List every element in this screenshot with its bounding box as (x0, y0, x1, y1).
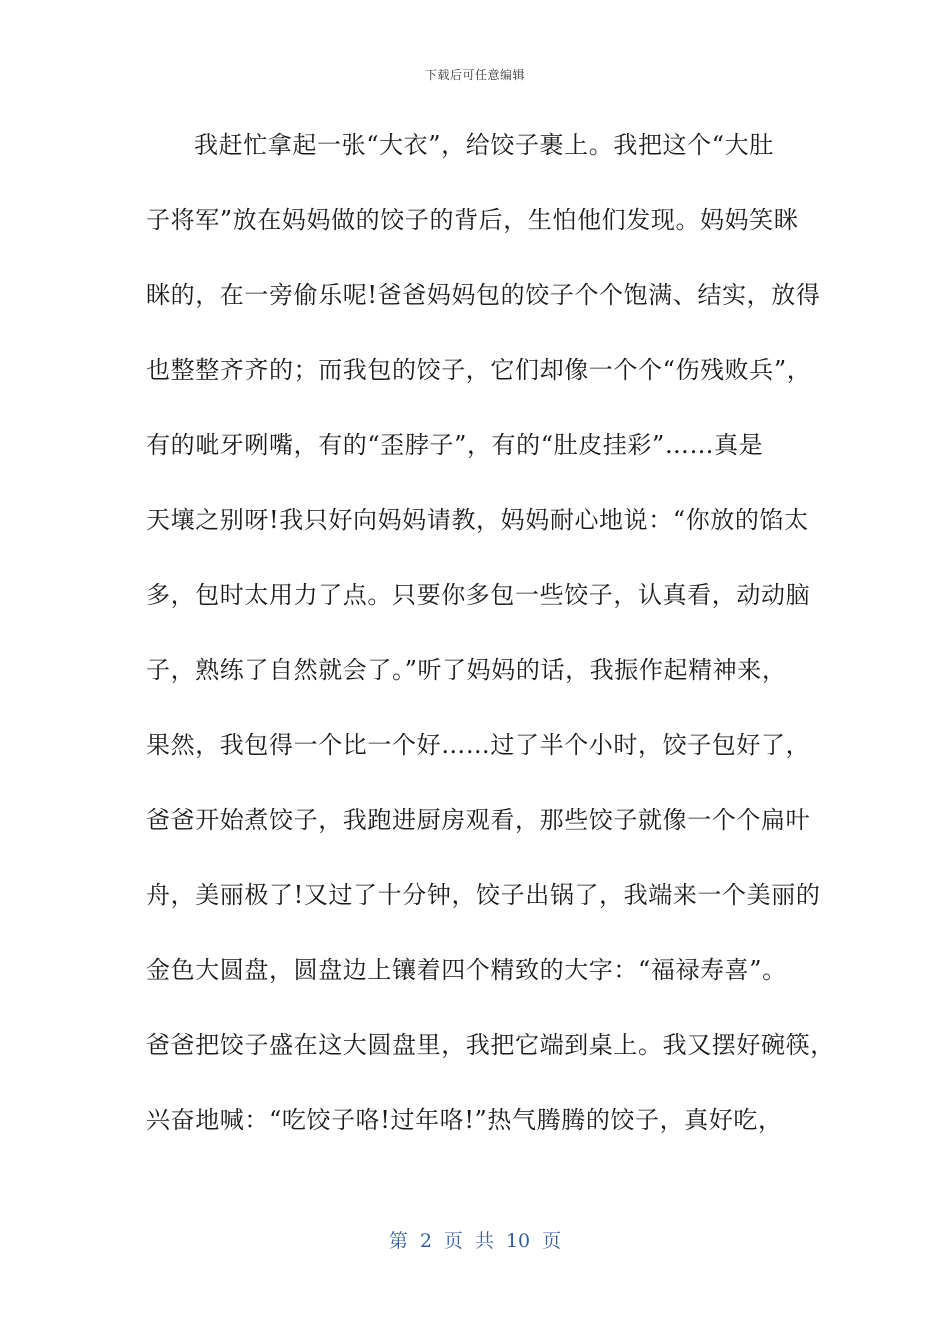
paragraph-line: 子将军”放在妈妈做的饺子的背后，生怕他们发现。妈妈笑眯 (146, 206, 799, 234)
paragraph-line: 也整整齐齐的；而我包的饺子，它们却像一个个“伤残败兵”， (146, 356, 812, 384)
footer-prefix: 第 (388, 1230, 408, 1252)
paragraph-line: 爸爸开始煮饺子，我跑进厨房观看，那些饺子就像一个个扁叶 (146, 806, 811, 834)
paragraph-line: 天壤之别呀!我只好向妈妈请教，妈妈耐心地说：“你放的馅太 (146, 506, 809, 534)
document-body (146, 126, 835, 1176)
paragraph-line: 眯的，在一旁偷乐呢!爸爸妈妈包的饺子个个饱满、结实，放得 (146, 281, 821, 309)
paragraph-line: 有的呲牙咧嘴，有的“歪脖子”，有的“肚皮挂彩”……真是 (146, 431, 764, 459)
footer-suffix: 页 (542, 1230, 562, 1252)
page-number-footer (0, 1226, 950, 1253)
paragraph-line: 多，包时太用力了点。只要你多包一些饺子，认真看，动动脑 (146, 581, 811, 609)
paragraph-line: 果然，我包得一个比一个好……过了半个小时，饺子包好了， (146, 731, 811, 759)
paragraph-line: 我赶忙拿起一张“大衣”，给饺子裹上。我把这个“大肚 (194, 131, 774, 159)
paragraph-line: 舟，美丽极了!又过了十分钟，饺子出锅了，我端来一个美丽的 (146, 881, 821, 909)
total-page-count: 10 (505, 1230, 531, 1252)
footer-middle: 页 共 (443, 1230, 494, 1252)
paragraph-line: 兴奋地喊：“吃饺子咯!过年咯!”热气腾腾的饺子，真好吃， (146, 1106, 783, 1134)
paragraph-line: 子，熟练了自然就会了。”听了妈妈的话，我振作起精神来， (146, 656, 787, 684)
page-header: 下载后可任意编辑 (424, 68, 525, 82)
paragraph-line: 金色大圆盘，圆盘边上镶着四个精致的大字：“福禄寿喜”。 (146, 956, 787, 984)
current-page-number: 2 (419, 1230, 432, 1252)
paragraph-line: 爸爸把饺子盛在这大圆盘里，我把它端到桌上。我又摆好碗筷， (146, 1031, 835, 1059)
